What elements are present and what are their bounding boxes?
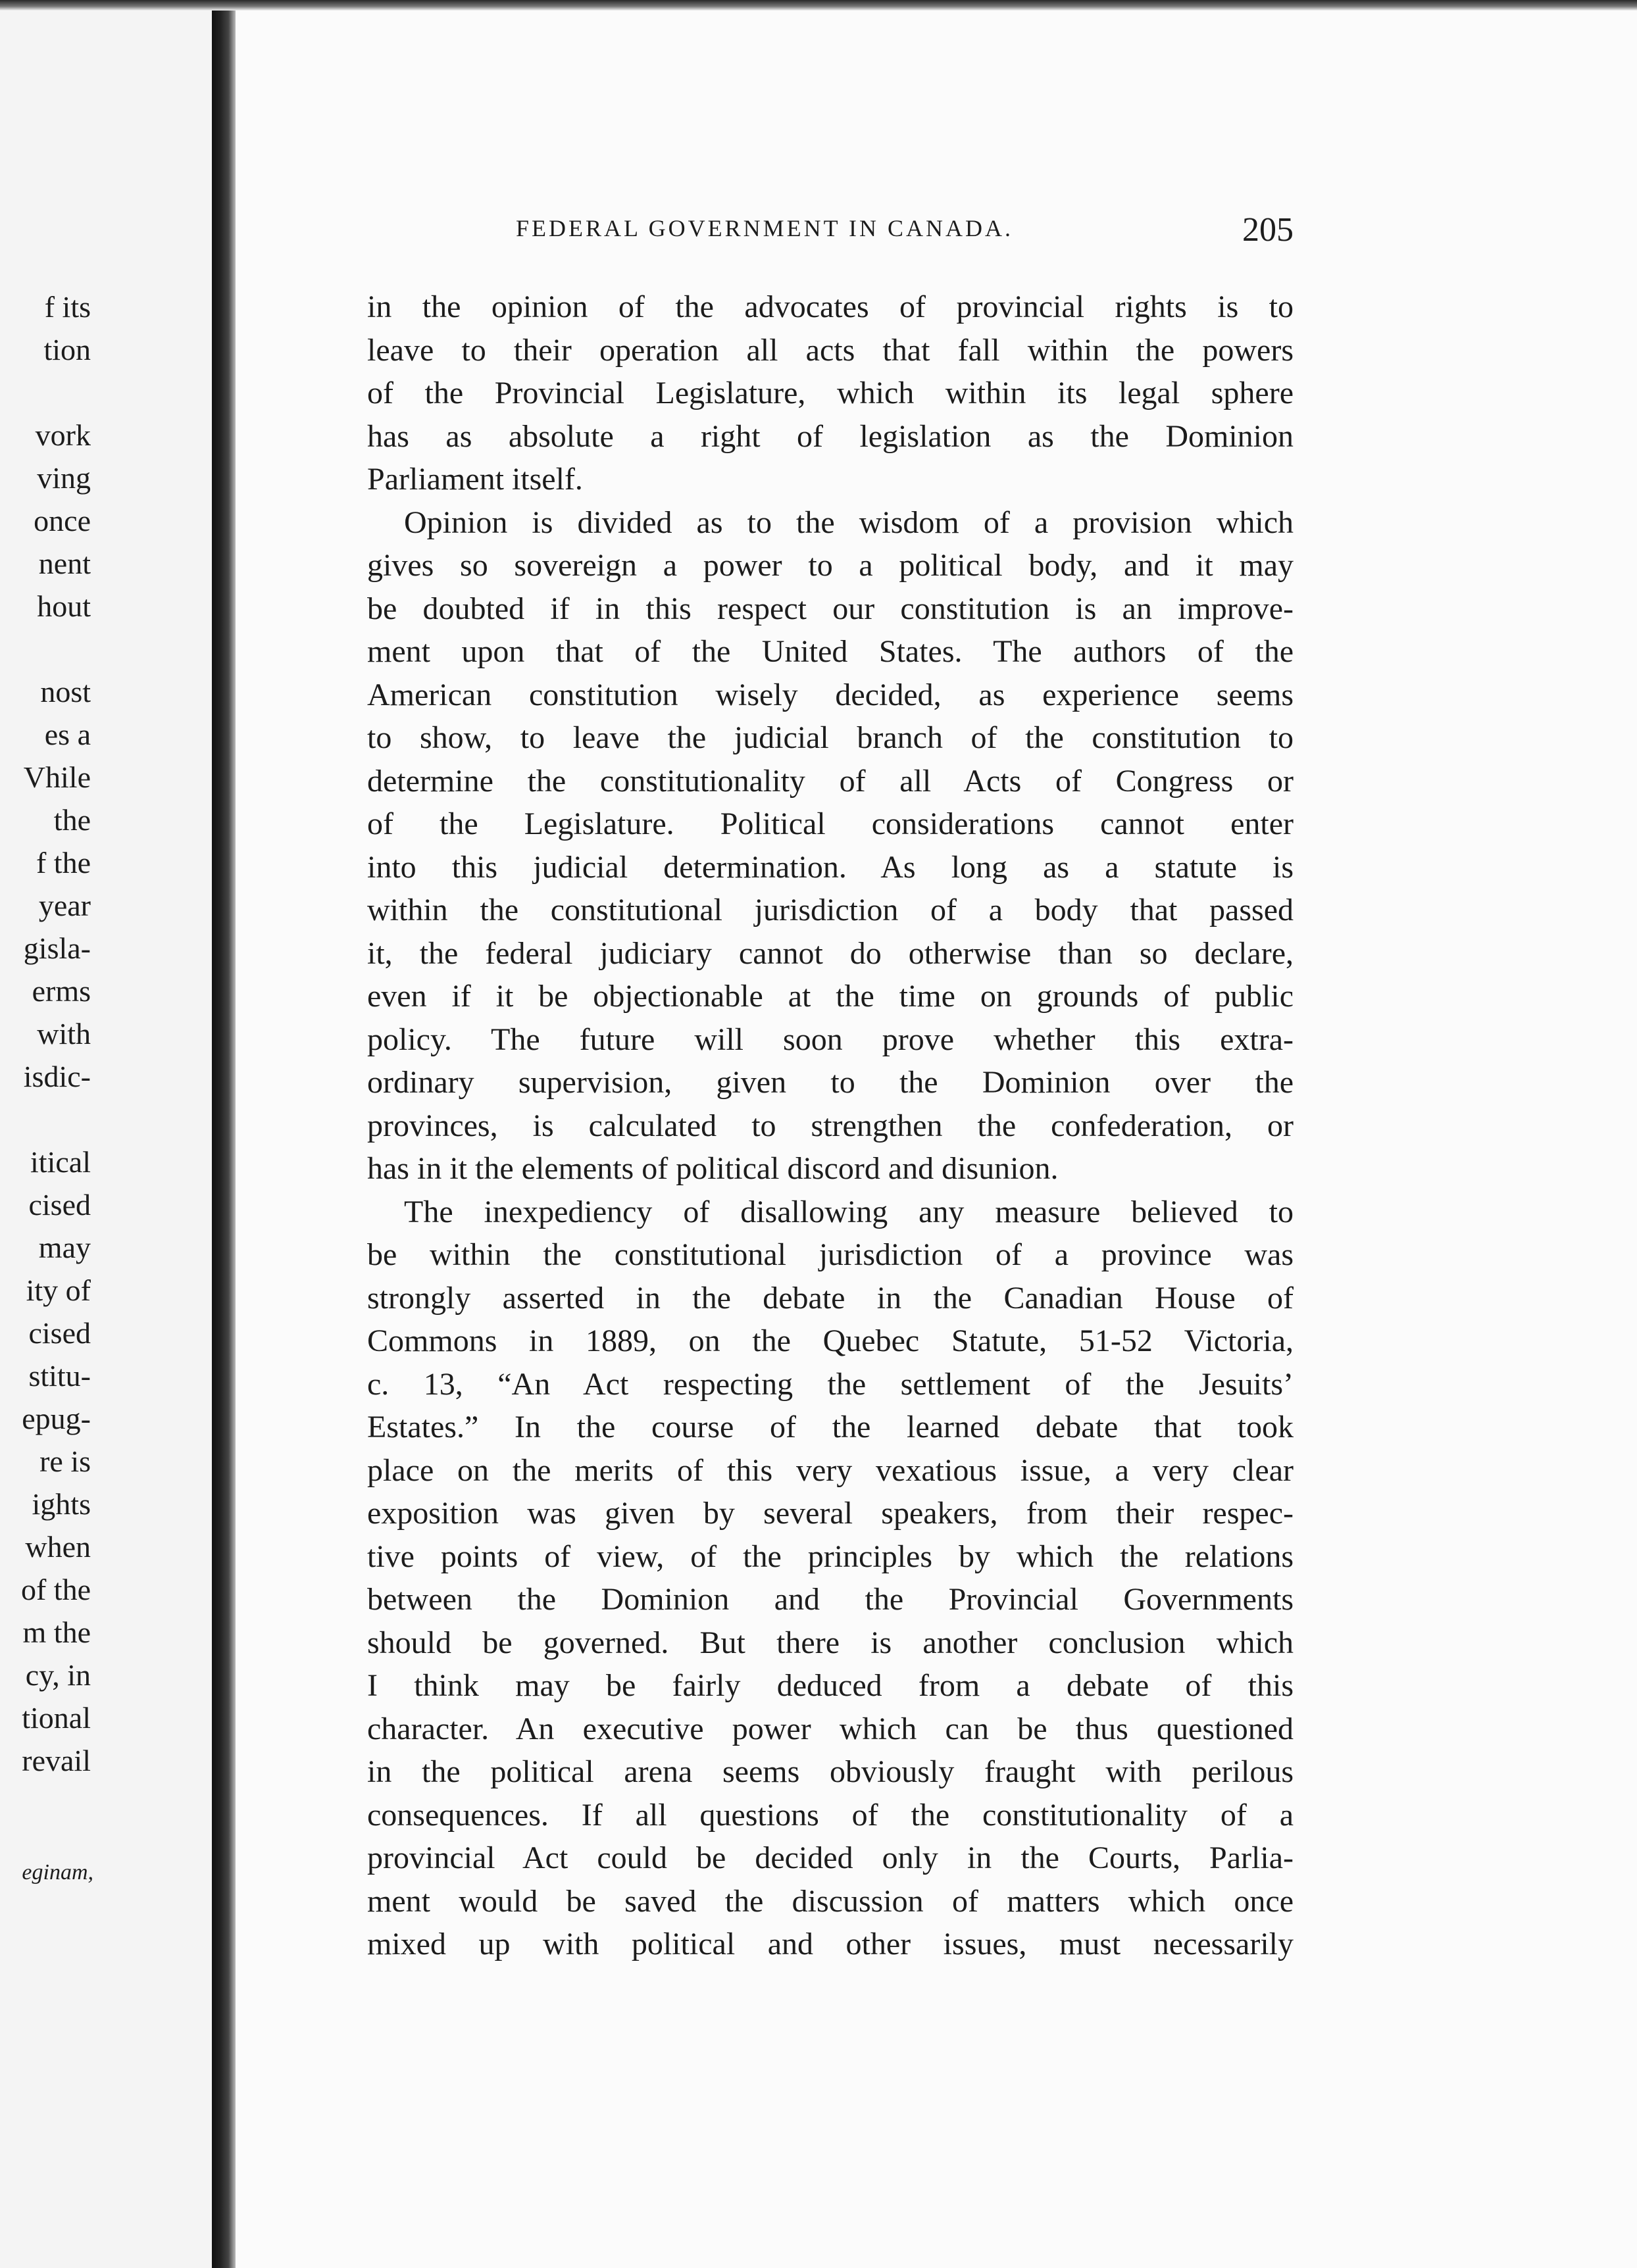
facing-line: tion xyxy=(43,333,91,366)
facing-line: m the xyxy=(22,1615,91,1649)
body-line: of the Provincial Legislature, which within its legal sphere xyxy=(367,376,1294,410)
body-line: consequences. If all questions of the constitutionality of a xyxy=(367,1797,1294,1833)
body-line: ment upon that of the United States. The authors of the xyxy=(367,634,1294,669)
facing-line: once xyxy=(34,504,91,537)
facing-line: when xyxy=(25,1530,91,1564)
facing-line: Vhile xyxy=(23,760,91,794)
body-line: provincial Act could be decided only in the Courts, Parlia- xyxy=(367,1840,1294,1875)
facing-line: cised xyxy=(28,1316,91,1350)
body-line: policy. The future will soon prove whether this extra- xyxy=(367,1022,1294,1057)
body-line: provinces, is calculated to strengthen the confederation, or xyxy=(367,1108,1294,1143)
body-line: character. An executive power which can be thus questioned xyxy=(367,1711,1294,1746)
facing-line: f the xyxy=(36,846,91,879)
book-gutter xyxy=(212,11,236,2268)
facing-line: stitu- xyxy=(28,1359,91,1393)
body-line: into this judicial determination. As long as a statute is xyxy=(367,849,1294,885)
facing-line: with xyxy=(37,1017,91,1050)
body-line: mixed up with political and other issues, must necessarily xyxy=(367,1927,1294,1961)
facing-page-footnote: eginam, xyxy=(22,1860,93,1885)
facing-line: itical xyxy=(30,1145,91,1179)
facing-line: erms xyxy=(32,974,91,1008)
body-line: in the opinion of the advocates of provincial rights is to xyxy=(367,289,1294,324)
facing-line: isdic- xyxy=(23,1060,91,1093)
body-line: it, the federal judiciary cannot do otherwise than so declare, xyxy=(367,935,1294,971)
main-page xyxy=(236,11,1637,2268)
body-line: tive points of view, of the principles by which the relations xyxy=(367,1539,1294,1574)
body-line: Estates.” In the course of the learned debate that took xyxy=(367,1410,1294,1444)
body-line: c. 13, “An Act respecting the settlement of the Jesuits’ xyxy=(367,1366,1294,1402)
body-line: should be governed. But there is another conclusion which xyxy=(367,1625,1294,1660)
page-number: 205 xyxy=(1242,211,1294,249)
body-line: determine the constitutionality of all Acts of Congress or xyxy=(367,763,1294,799)
facing-line: year xyxy=(38,889,91,922)
body-text xyxy=(367,285,1294,1966)
body-line: of the Legislature. Political considerations cannot enter xyxy=(367,806,1294,841)
body-line: be doubted if in this respect our constitution is an improve- xyxy=(367,591,1294,626)
running-head: FEDERAL GOVERNMENT IN CANADA. xyxy=(516,215,1013,241)
facing-line: may xyxy=(38,1231,91,1264)
facing-line: ights xyxy=(32,1487,91,1521)
body-line: The inexpediency of disallowing any measure believed to xyxy=(404,1194,1294,1229)
body-line: within the constitutional jurisdiction of a body that passed xyxy=(367,893,1294,927)
body-line: ordinary supervision, given to the Dominion over the xyxy=(367,1065,1294,1100)
facing-line: revail xyxy=(22,1744,91,1777)
facing-line: nost xyxy=(40,675,91,708)
body-line: has in it the elements of political discord and disunion. xyxy=(367,1151,1059,1186)
facing-line xyxy=(0,628,91,670)
body-line: I think may be fairly deduced from a debate of this xyxy=(367,1668,1294,1703)
facing-line: ving xyxy=(37,461,91,495)
body-line: has as absolute a right of legislation as the Dominion xyxy=(367,418,1294,454)
facing-line: vork xyxy=(35,418,91,452)
scan-top-edge xyxy=(0,0,1637,11)
facing-page-text xyxy=(0,285,91,1782)
body-line: between the Dominion and the Provincial Governments xyxy=(367,1582,1294,1617)
body-line: in the political arena seems obviously fraught with perilous xyxy=(367,1754,1294,1789)
facing-line: epug- xyxy=(22,1402,91,1435)
facing-line: es a xyxy=(44,718,91,751)
facing-line: f its xyxy=(44,290,91,324)
facing-line: cy, in xyxy=(25,1658,91,1692)
body-line: American constitution wisely decided, as experience seems xyxy=(367,677,1294,712)
body-line: leave to their operation all acts that fall within the powers xyxy=(367,332,1294,368)
facing-line: hout xyxy=(37,589,91,623)
body-line: even if it be objectionable at the time on grounds of public xyxy=(367,979,1294,1014)
facing-line xyxy=(0,371,91,414)
facing-line: the xyxy=(53,803,91,837)
facing-line: gisla- xyxy=(23,931,91,965)
body-line: Commons in 1889, on the Quebec Statute, 51-52 Victoria, xyxy=(367,1323,1294,1358)
facing-line: tional xyxy=(22,1701,91,1735)
body-line: strongly asserted in the debate in the Canadian House of xyxy=(367,1280,1294,1316)
body-line: be within the constitutional jurisdiction of a province was xyxy=(367,1237,1294,1272)
facing-line: re is xyxy=(39,1444,91,1478)
body-line: Parliament itself. xyxy=(367,462,583,497)
facing-page-fragment xyxy=(0,11,212,2268)
facing-line: ity of xyxy=(26,1273,91,1307)
facing-line xyxy=(0,1098,91,1141)
body-line: ment would be saved the discussion of matters which once xyxy=(367,1883,1294,1919)
facing-line: of the xyxy=(20,1573,91,1606)
body-line: exposition was given by several speakers, from their respec- xyxy=(367,1496,1294,1531)
body-line: gives so sovereign a power to a political body, and it may xyxy=(367,548,1294,583)
body-line: to show, to leave the judicial branch of the constitution to xyxy=(367,720,1294,755)
body-line: Opinion is divided as to the wisdom of a provision which xyxy=(404,505,1294,540)
body-line: place on the merits of this very vexatious issue, a very clear xyxy=(367,1452,1294,1488)
facing-line: nent xyxy=(38,547,91,580)
facing-line: cised xyxy=(28,1188,91,1221)
